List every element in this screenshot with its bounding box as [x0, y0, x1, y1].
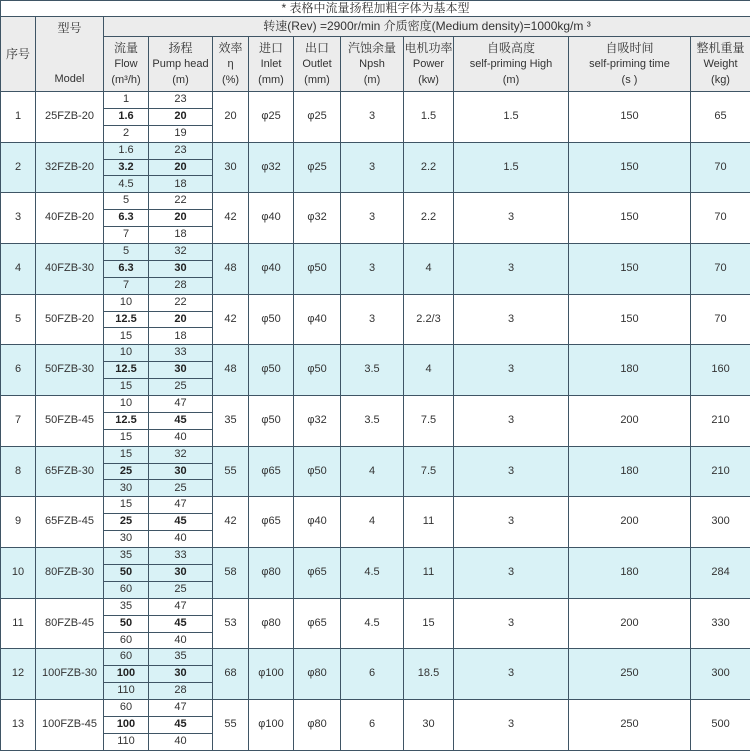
- column-header-3-unit: (m): [172, 73, 189, 86]
- inlet-cell: φ40: [249, 244, 294, 295]
- priming-height-cell: 3: [454, 244, 569, 295]
- flow-cell: 10: [104, 345, 149, 362]
- priming-height-cell: 3: [454, 345, 569, 396]
- weight-cell: 330: [691, 598, 750, 649]
- flow-cell: 100: [104, 716, 149, 733]
- column-header-7-en: Npsh: [359, 57, 385, 70]
- head-cell: 47: [149, 598, 213, 615]
- head-cell: 23: [149, 142, 213, 159]
- column-header-index: [1, 17, 36, 92]
- column-header-4-unit: (%): [221, 73, 240, 86]
- head-cell: 47: [149, 396, 213, 413]
- flow-cell: 7: [104, 277, 149, 294]
- column-header-8-zh: 电机功率: [404, 40, 453, 55]
- head-cell: 30: [149, 463, 213, 480]
- weight-cell: 500: [691, 700, 750, 751]
- column-header-11-unit: (kg): [711, 73, 730, 86]
- flow-cell: 35: [104, 598, 149, 615]
- power-cell: 4: [404, 244, 454, 295]
- power-cell: 2.2/3: [404, 294, 454, 345]
- priming-height-cell: 3: [454, 446, 569, 497]
- table-row-10-sub1: [1, 548, 750, 565]
- priming-height-cell: 3: [454, 598, 569, 649]
- head-cell: 18: [149, 227, 213, 244]
- flow-cell: 60: [104, 581, 149, 598]
- head-cell: 20: [149, 108, 213, 125]
- head-cell: 25: [149, 480, 213, 497]
- model-cell: 25FZB-20: [36, 92, 104, 143]
- efficiency-cell: 55: [213, 446, 249, 497]
- row-index-cell: 10: [1, 548, 36, 599]
- table-row-8-sub1: [1, 446, 750, 463]
- column-header-5-en: Inlet: [260, 57, 282, 70]
- row-index-cell: 11: [1, 598, 36, 649]
- model-cell: 50FZB-45: [36, 396, 104, 447]
- row-index-cell: 13: [1, 700, 36, 751]
- table-row-2-sub1: [1, 142, 750, 159]
- table-row-12-sub1: [1, 649, 750, 666]
- model-header-zh: 型号: [57, 21, 82, 35]
- flow-cell: 100: [104, 666, 149, 683]
- column-header-6-en: Outlet: [302, 57, 332, 70]
- efficiency-cell: 35: [213, 396, 249, 447]
- inlet-cell: φ65: [249, 497, 294, 548]
- head-cell: 28: [149, 683, 213, 700]
- head-cell: 18: [149, 176, 213, 193]
- row-index-cell: 5: [1, 294, 36, 345]
- priming-time-cell: 150: [569, 244, 691, 295]
- flow-cell: 25: [104, 463, 149, 480]
- model-cell: 32FZB-20: [36, 142, 104, 193]
- speed-density-note: 转速(Rev) =2900r/min 介质密度(Medium density)=1000kg/m ³: [104, 17, 750, 37]
- outlet-cell: φ50: [294, 345, 341, 396]
- head-cell: 33: [149, 548, 213, 565]
- outlet-cell: φ50: [294, 446, 341, 497]
- npsh-cell: 4: [341, 497, 404, 548]
- outlet-cell: φ80: [294, 649, 341, 700]
- priming-time-cell: 200: [569, 396, 691, 447]
- outlet-cell: φ40: [294, 294, 341, 345]
- outlet-cell: φ80: [294, 700, 341, 751]
- column-header-11: [691, 37, 750, 92]
- index-header-label: 序号: [5, 46, 30, 61]
- power-cell: 1.5: [404, 92, 454, 143]
- flow-cell: 110: [104, 733, 149, 750]
- column-header-2-en: Flow: [114, 57, 138, 70]
- efficiency-cell: 42: [213, 193, 249, 244]
- row-index-cell: 2: [1, 142, 36, 193]
- efficiency-cell: 48: [213, 244, 249, 295]
- npsh-cell: 3: [341, 294, 404, 345]
- efficiency-cell: 42: [213, 294, 249, 345]
- model-cell: 80FZB-30: [36, 548, 104, 599]
- flow-cell: 6.3: [104, 210, 149, 227]
- table-row-11-sub1: [1, 598, 750, 615]
- outlet-cell: φ32: [294, 193, 341, 244]
- power-cell: 2.2: [404, 142, 454, 193]
- column-header-8: [404, 37, 454, 92]
- row-index-cell: 3: [1, 193, 36, 244]
- column-header-3-zh: 扬程: [168, 40, 193, 55]
- flow-cell: 50: [104, 615, 149, 632]
- priming-time-cell: 150: [569, 92, 691, 143]
- flow-cell: 110: [104, 683, 149, 700]
- flow-cell: 10: [104, 396, 149, 413]
- flow-cell: 5: [104, 244, 149, 261]
- row-index-cell: 1: [1, 92, 36, 143]
- weight-cell: 65: [691, 92, 750, 143]
- flow-cell: 60: [104, 649, 149, 666]
- efficiency-cell: 30: [213, 142, 249, 193]
- head-cell: 40: [149, 632, 213, 649]
- column-header-11-en: Weight: [703, 57, 738, 70]
- model-cell: 40FZB-20: [36, 193, 104, 244]
- weight-cell: 300: [691, 497, 750, 548]
- table-row-6-sub1: [1, 345, 750, 362]
- inlet-cell: φ100: [249, 700, 294, 751]
- table-row-4-sub1: [1, 244, 750, 261]
- weight-cell: 70: [691, 142, 750, 193]
- head-cell: 30: [149, 564, 213, 581]
- model-cell: 100FZB-30: [36, 649, 104, 700]
- head-cell: 40: [149, 733, 213, 750]
- outlet-cell: φ40: [294, 497, 341, 548]
- column-header-5: [249, 37, 294, 92]
- outlet-cell: φ32: [294, 396, 341, 447]
- row-index-cell: 12: [1, 649, 36, 700]
- column-header-5-zh: 进口: [258, 40, 283, 55]
- flow-cell: 50: [104, 564, 149, 581]
- head-cell: 20: [149, 210, 213, 227]
- table-row-13-sub1: [1, 700, 750, 717]
- column-header-4-zh: 效率: [218, 40, 243, 55]
- head-cell: 40: [149, 531, 213, 548]
- priming-time-cell: 250: [569, 649, 691, 700]
- table-title: * 表格中流量扬程加粗字体为基本型: [1, 1, 750, 17]
- table-row-3-sub1: [1, 193, 750, 210]
- efficiency-cell: 55: [213, 700, 249, 751]
- weight-cell: 70: [691, 244, 750, 295]
- row-index-cell: 9: [1, 497, 36, 548]
- npsh-cell: 6: [341, 700, 404, 751]
- flow-cell: 7: [104, 227, 149, 244]
- flow-cell: 60: [104, 632, 149, 649]
- npsh-cell: 3.5: [341, 345, 404, 396]
- column-header-10-zh: 自吸时间: [605, 40, 654, 55]
- npsh-cell: 3: [341, 244, 404, 295]
- row-index-cell: 7: [1, 396, 36, 447]
- column-header-9-en: self-priming High: [469, 57, 553, 70]
- weight-cell: 300: [691, 649, 750, 700]
- head-cell: 30: [149, 260, 213, 277]
- model-cell: 40FZB-30: [36, 244, 104, 295]
- power-cell: 4: [404, 345, 454, 396]
- npsh-cell: 4.5: [341, 598, 404, 649]
- flow-cell: 1.6: [104, 142, 149, 159]
- head-cell: 23: [149, 92, 213, 109]
- efficiency-cell: 48: [213, 345, 249, 396]
- npsh-cell: 4.5: [341, 548, 404, 599]
- inlet-cell: φ80: [249, 548, 294, 599]
- inlet-cell: φ80: [249, 598, 294, 649]
- model-cell: 65FZB-30: [36, 446, 104, 497]
- model-cell: 100FZB-45: [36, 700, 104, 751]
- column-header-row: [1, 37, 750, 92]
- head-cell: 40: [149, 429, 213, 446]
- priming-time-cell: 150: [569, 142, 691, 193]
- outlet-cell: φ25: [294, 142, 341, 193]
- model-header-en: Model: [54, 73, 85, 86]
- efficiency-cell: 20: [213, 92, 249, 143]
- inlet-cell: φ100: [249, 649, 294, 700]
- column-header-6: [294, 37, 341, 92]
- column-header-model: [36, 17, 104, 92]
- row-index-cell: 4: [1, 244, 36, 295]
- power-cell: 7.5: [404, 446, 454, 497]
- priming-height-cell: 1.5: [454, 92, 569, 143]
- column-header-9-unit: (m): [502, 73, 520, 86]
- priming-height-cell: 3: [454, 497, 569, 548]
- flow-cell: 30: [104, 480, 149, 497]
- column-header-10: [569, 37, 691, 92]
- priming-time-cell: 180: [569, 345, 691, 396]
- power-cell: 18.5: [404, 649, 454, 700]
- weight-cell: 284: [691, 548, 750, 599]
- column-header-2: [104, 37, 149, 92]
- column-header-8-unit: (kw): [418, 73, 439, 86]
- column-header-10-unit: (s ): [621, 73, 638, 86]
- head-cell: 32: [149, 244, 213, 261]
- priming-time-cell: 180: [569, 446, 691, 497]
- table-body: [1, 92, 750, 751]
- head-cell: 45: [149, 615, 213, 632]
- flow-cell: 12.5: [104, 311, 149, 328]
- column-header-2-unit: (m³/h): [111, 73, 141, 86]
- flow-cell: 25: [104, 514, 149, 531]
- flow-cell: 15: [104, 429, 149, 446]
- flow-cell: 1: [104, 92, 149, 109]
- priming-height-cell: 1.5: [454, 142, 569, 193]
- flow-cell: 6.3: [104, 260, 149, 277]
- column-header-7-zh: 汽蚀余量: [347, 40, 396, 55]
- head-cell: 30: [149, 666, 213, 683]
- head-cell: 47: [149, 700, 213, 717]
- row-index-cell: 6: [1, 345, 36, 396]
- priming-height-cell: 3: [454, 396, 569, 447]
- flow-cell: 12.5: [104, 412, 149, 429]
- column-header-4-en: η: [227, 57, 234, 70]
- head-cell: 22: [149, 193, 213, 210]
- model-cell: 80FZB-45: [36, 598, 104, 649]
- flow-cell: 2: [104, 125, 149, 142]
- column-header-3-en: Pump head: [152, 57, 209, 70]
- power-cell: 30: [404, 700, 454, 751]
- inlet-cell: φ50: [249, 345, 294, 396]
- efficiency-cell: 58: [213, 548, 249, 599]
- priming-height-cell: 3: [454, 700, 569, 751]
- flow-cell: 15: [104, 446, 149, 463]
- head-cell: 18: [149, 328, 213, 345]
- efficiency-cell: 68: [213, 649, 249, 700]
- flow-cell: 15: [104, 328, 149, 345]
- column-header-9: [454, 37, 569, 92]
- flow-cell: 15: [104, 497, 149, 514]
- priming-time-cell: 150: [569, 294, 691, 345]
- inlet-cell: φ50: [249, 396, 294, 447]
- npsh-cell: 4: [341, 446, 404, 497]
- inlet-cell: φ40: [249, 193, 294, 244]
- column-header-8-en: Power: [412, 57, 445, 70]
- head-cell: 20: [149, 311, 213, 328]
- column-header-6-unit: (mm): [304, 73, 330, 86]
- efficiency-cell: 53: [213, 598, 249, 649]
- priming-height-cell: 3: [454, 548, 569, 599]
- column-header-10-en: self-priming time: [589, 57, 670, 70]
- table-row-5-sub1: [1, 294, 750, 311]
- weight-cell: 210: [691, 396, 750, 447]
- weight-cell: 70: [691, 193, 750, 244]
- column-header-2-zh: 流量: [113, 40, 138, 55]
- head-cell: 20: [149, 159, 213, 176]
- head-cell: 45: [149, 716, 213, 733]
- priming-height-cell: 3: [454, 294, 569, 345]
- inlet-cell: φ50: [249, 294, 294, 345]
- npsh-cell: 3: [341, 193, 404, 244]
- head-cell: 35: [149, 649, 213, 666]
- power-cell: 11: [404, 548, 454, 599]
- power-cell: 2.2: [404, 193, 454, 244]
- column-header-11-zh: 整机重量: [696, 40, 745, 55]
- head-cell: 22: [149, 294, 213, 311]
- subheader-row: [1, 17, 750, 37]
- inlet-cell: φ25: [249, 92, 294, 143]
- column-header-3: [149, 37, 213, 92]
- row-index-cell: 8: [1, 446, 36, 497]
- head-cell: 33: [149, 345, 213, 362]
- column-header-7-unit: (m): [363, 73, 381, 86]
- power-cell: 11: [404, 497, 454, 548]
- npsh-cell: 3.5: [341, 396, 404, 447]
- table-row-9-sub1: [1, 497, 750, 514]
- flow-cell: 10: [104, 294, 149, 311]
- flow-cell: 35: [104, 548, 149, 565]
- outlet-cell: φ65: [294, 598, 341, 649]
- head-cell: 30: [149, 362, 213, 379]
- head-cell: 19: [149, 125, 213, 142]
- head-cell: 45: [149, 412, 213, 429]
- column-header-9-zh: 自吸高度: [486, 40, 535, 55]
- head-cell: 28: [149, 277, 213, 294]
- flow-cell: 5: [104, 193, 149, 210]
- npsh-cell: 6: [341, 649, 404, 700]
- flow-cell: 12.5: [104, 362, 149, 379]
- inlet-cell: φ32: [249, 142, 294, 193]
- column-header-7: [341, 37, 404, 92]
- priming-height-cell: 3: [454, 649, 569, 700]
- priming-time-cell: 180: [569, 548, 691, 599]
- model-cell: 50FZB-20: [36, 294, 104, 345]
- weight-cell: 70: [691, 294, 750, 345]
- priming-time-cell: 250: [569, 700, 691, 751]
- flow-cell: 4.5: [104, 176, 149, 193]
- inlet-cell: φ65: [249, 446, 294, 497]
- npsh-cell: 3: [341, 142, 404, 193]
- flow-cell: 1.6: [104, 108, 149, 125]
- weight-cell: 210: [691, 446, 750, 497]
- flow-cell: 60: [104, 700, 149, 717]
- priming-time-cell: 200: [569, 598, 691, 649]
- table-title-row: [1, 1, 750, 17]
- weight-cell: 160: [691, 345, 750, 396]
- column-header-6-zh: 出口: [304, 40, 329, 55]
- table-row-7-sub1: [1, 396, 750, 413]
- column-header-4: [213, 37, 249, 92]
- model-cell: 65FZB-45: [36, 497, 104, 548]
- outlet-cell: φ65: [294, 548, 341, 599]
- priming-height-cell: 3: [454, 193, 569, 244]
- head-cell: 25: [149, 379, 213, 396]
- table-row-1-sub1: [1, 92, 750, 109]
- model-cell: 50FZB-30: [36, 345, 104, 396]
- head-cell: 47: [149, 497, 213, 514]
- efficiency-cell: 42: [213, 497, 249, 548]
- power-cell: 7.5: [404, 396, 454, 447]
- head-cell: 45: [149, 514, 213, 531]
- outlet-cell: φ50: [294, 244, 341, 295]
- power-cell: 15: [404, 598, 454, 649]
- priming-time-cell: 200: [569, 497, 691, 548]
- priming-time-cell: 150: [569, 193, 691, 244]
- outlet-cell: φ25: [294, 92, 341, 143]
- flow-cell: 15: [104, 379, 149, 396]
- npsh-cell: 3: [341, 92, 404, 143]
- head-cell: 25: [149, 581, 213, 598]
- column-header-5-unit: (mm): [258, 73, 284, 86]
- flow-cell: 3.2: [104, 159, 149, 176]
- flow-cell: 30: [104, 531, 149, 548]
- head-cell: 32: [149, 446, 213, 463]
